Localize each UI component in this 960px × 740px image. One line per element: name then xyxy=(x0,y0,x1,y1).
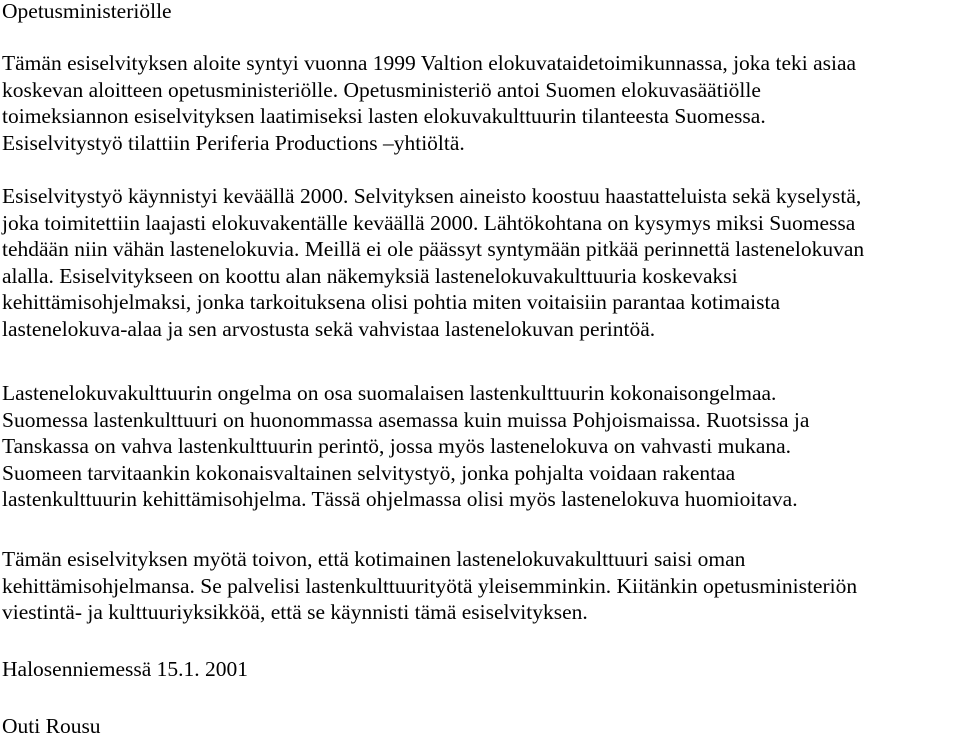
paragraph-line: Lastenelokuvakulttuurin ongelma on osa suomalaisen lastenkulttuurin kokonaisongelmaa. xyxy=(2,381,777,405)
paragraph-line: Esiselvitystyö tilattiin Periferia Productions –yhtiöltä. xyxy=(2,130,465,155)
paragraph-line: joka toimitettiin laajasti elokuvakentälle keväällä 2000. Lähtökohtana on kysymys miksi Suomessa xyxy=(2,210,856,235)
author-name: Outi Rousu xyxy=(2,714,101,738)
paragraph-problem xyxy=(2,380,958,513)
paragraph-line: Suomeen tarvitaankin kokonaisvaltainen selvitystyö, jonka pohjalta voidaan rakentaa xyxy=(2,460,736,485)
paragraph-line: lastenkulttuurin kehittämisohjelma. Tässä ohjelmassa olisi myös lastenelokuva huomioitava. xyxy=(2,487,798,511)
paragraph-line: viestintä- ja kulttuuriyksikköä, että se käynnisti tämä esiselvityksen. xyxy=(2,600,588,624)
paragraph-line: kehittämisohjelmansa. Se palvelisi lastenkulttuurityötä yleisemminkin. Kiitänkin opetusministeriön xyxy=(2,573,858,598)
paragraph-line: Tanskassa on vahva lastenkulttuurin perintö, jossa myös lastenelokuva on vahvasti mukana. xyxy=(2,434,792,458)
paragraph-method xyxy=(2,183,958,342)
paragraph-line: kehittämisohjelmaksi, jonka tarkoituksena olisi pohtia miten voitaisiin parantaa kotimaista xyxy=(2,290,781,314)
place-and-date xyxy=(2,656,958,683)
paragraph-line: koskevan aloitteen opetusministeriölle. Opetusministeriö antoi Suomen elokuvasäätiölle xyxy=(2,77,761,102)
paragraph-line: Tämän esiselvityksen myötä toivon, että kotimainen lastenelokuvakulttuuri saisi oman xyxy=(2,547,746,571)
paragraph-line: Suomessa lastenkulttuuri on huonommassa asemassa kuin muissa Pohjoismaissa. Ruotsissa ja xyxy=(2,407,810,432)
paragraph-line: Esiselvitystyö käynnistyi keväällä 2000. Selvityksen aineisto koostuu haastatteluista sekä kyselystä, xyxy=(2,184,862,208)
paragraph-line: toimeksiannon esiselvityksen laatimiseksi lasten elokuvakulttuurin tilanteesta Suomessa. xyxy=(2,104,766,128)
place-date-line: Halosenniemessä 15.1. 2001 xyxy=(2,657,249,681)
paragraph-line: tehdään niin vähän lastenelokuvia. Meillä ei ole päässyt syntymään pitkää perinnettä lastenelokuvan xyxy=(2,237,865,261)
author-signature xyxy=(2,713,958,740)
paragraph-line: Tämän esiselvityksen aloite syntyi vuonna 1999 Valtion elokuvataidetoimikunnassa, joka teki asiaa xyxy=(2,51,857,75)
paragraph-background xyxy=(2,50,958,156)
paragraph-line: alalla. Esiselvitykseen on koottu alan näkemyksiä lastenelokuvakulttuuria koskevaksi xyxy=(2,263,738,288)
document-heading: Opetusministeriölle xyxy=(2,0,172,23)
paragraph-line: lastenelokuva-alaa ja sen arvostusta sekä vahvistaa lastenelokuvan perintöä. xyxy=(2,316,656,341)
paragraph-hope xyxy=(2,546,958,626)
